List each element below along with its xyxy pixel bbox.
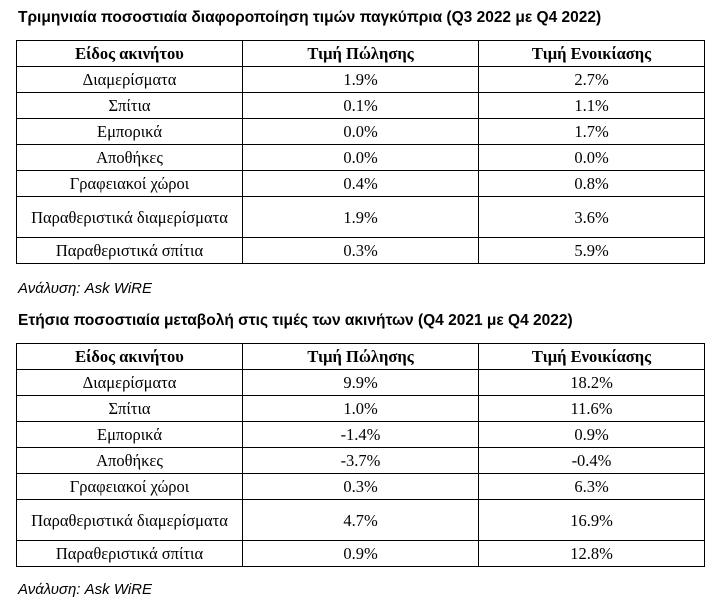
rent-change-cell: 5.9%: [479, 238, 705, 264]
property-type-cell: Σπίτια: [17, 396, 243, 422]
property-type-cell: Αποθήκες: [17, 448, 243, 474]
table-row: [17, 67, 705, 93]
table-row: [17, 448, 705, 474]
rent-change-cell: 12.8%: [479, 541, 705, 567]
table2-title: Ετήσια ποσοστιαία μεταβολή στις τιμές των ακινήτων (Q4 2021 με Q4 2022): [18, 312, 573, 329]
rent-change-cell: 3.6%: [479, 197, 705, 238]
rent-change-cell: 11.6%: [479, 396, 705, 422]
table-row: [17, 238, 705, 264]
rent-change-cell: 6.3%: [479, 474, 705, 500]
property-type-cell: Παραθεριστικά σπίτια: [17, 238, 243, 264]
property-type-cell: Αποθήκες: [17, 145, 243, 171]
rent-change-cell: 16.9%: [479, 500, 705, 541]
table-row: [17, 370, 705, 396]
property-type-cell: Γραφειακοί χώροι: [17, 171, 243, 197]
column-header-property-type: Είδος ακινήτου: [17, 344, 243, 370]
property-type-cell: Διαμερίσματα: [17, 370, 243, 396]
table-row: [17, 422, 705, 448]
sale-change-cell: 0.3%: [243, 474, 479, 500]
rent-change-cell: 1.7%: [479, 119, 705, 145]
table-row: [17, 145, 705, 171]
table2-header-row: [17, 344, 705, 370]
property-type-cell: Παραθεριστικά διαμερίσματα: [17, 197, 243, 238]
table-row: [17, 474, 705, 500]
property-type-cell: Διαμερίσματα: [17, 67, 243, 93]
property-type-cell: Εμπορικά: [17, 119, 243, 145]
table-row: [17, 541, 705, 567]
rent-change-cell: 0.9%: [479, 422, 705, 448]
table1-credit: Ανάλυση: Ask WiRE: [18, 280, 153, 297]
sale-change-cell: -3.7%: [243, 448, 479, 474]
column-header-sale-price: Τιμή Πώλησης: [243, 344, 479, 370]
table-row: [17, 197, 705, 238]
table2: [16, 343, 705, 567]
table1-title: Τριμηνιαία ποσοστιαία διαφοροποίηση τιμών παγκύπρια (Q3 2022 με Q4 2022): [18, 9, 602, 26]
property-type-cell: Παραθεριστικά σπίτια: [17, 541, 243, 567]
property-type-cell: Παραθεριστικά διαμερίσματα: [17, 500, 243, 541]
property-type-cell: Σπίτια: [17, 93, 243, 119]
column-header-property-type: Είδος ακινήτου: [17, 41, 243, 67]
rent-change-cell: -0.4%: [479, 448, 705, 474]
rent-change-cell: 0.0%: [479, 145, 705, 171]
sale-change-cell: 1.9%: [243, 197, 479, 238]
sale-change-cell: 0.1%: [243, 93, 479, 119]
sale-change-cell: 0.4%: [243, 171, 479, 197]
table-row: [17, 119, 705, 145]
table-row: [17, 396, 705, 422]
table-row: [17, 500, 705, 541]
rent-change-cell: 1.1%: [479, 93, 705, 119]
sale-change-cell: 0.3%: [243, 238, 479, 264]
sale-change-cell: 4.7%: [243, 500, 479, 541]
sale-change-cell: -1.4%: [243, 422, 479, 448]
column-header-rent-price: Τιμή Ενοικίασης: [479, 41, 705, 67]
table-row: [17, 93, 705, 119]
sale-change-cell: 0.0%: [243, 119, 479, 145]
column-header-rent-price: Τιμή Ενοικίασης: [479, 344, 705, 370]
sale-change-cell: 0.0%: [243, 145, 479, 171]
rent-change-cell: 18.2%: [479, 370, 705, 396]
sale-change-cell: 1.9%: [243, 67, 479, 93]
property-type-cell: Εμπορικά: [17, 422, 243, 448]
table1: [16, 40, 705, 264]
sale-change-cell: 0.9%: [243, 541, 479, 567]
table2-credit: Ανάλυση: Ask WiRE: [18, 581, 153, 598]
rent-change-cell: 0.8%: [479, 171, 705, 197]
rent-change-cell: 2.7%: [479, 67, 705, 93]
table-row: [17, 171, 705, 197]
column-header-sale-price: Τιμή Πώλησης: [243, 41, 479, 67]
sale-change-cell: 1.0%: [243, 396, 479, 422]
property-type-cell: Γραφειακοί χώροι: [17, 474, 243, 500]
sale-change-cell: 9.9%: [243, 370, 479, 396]
table1-header-row: [17, 41, 705, 67]
